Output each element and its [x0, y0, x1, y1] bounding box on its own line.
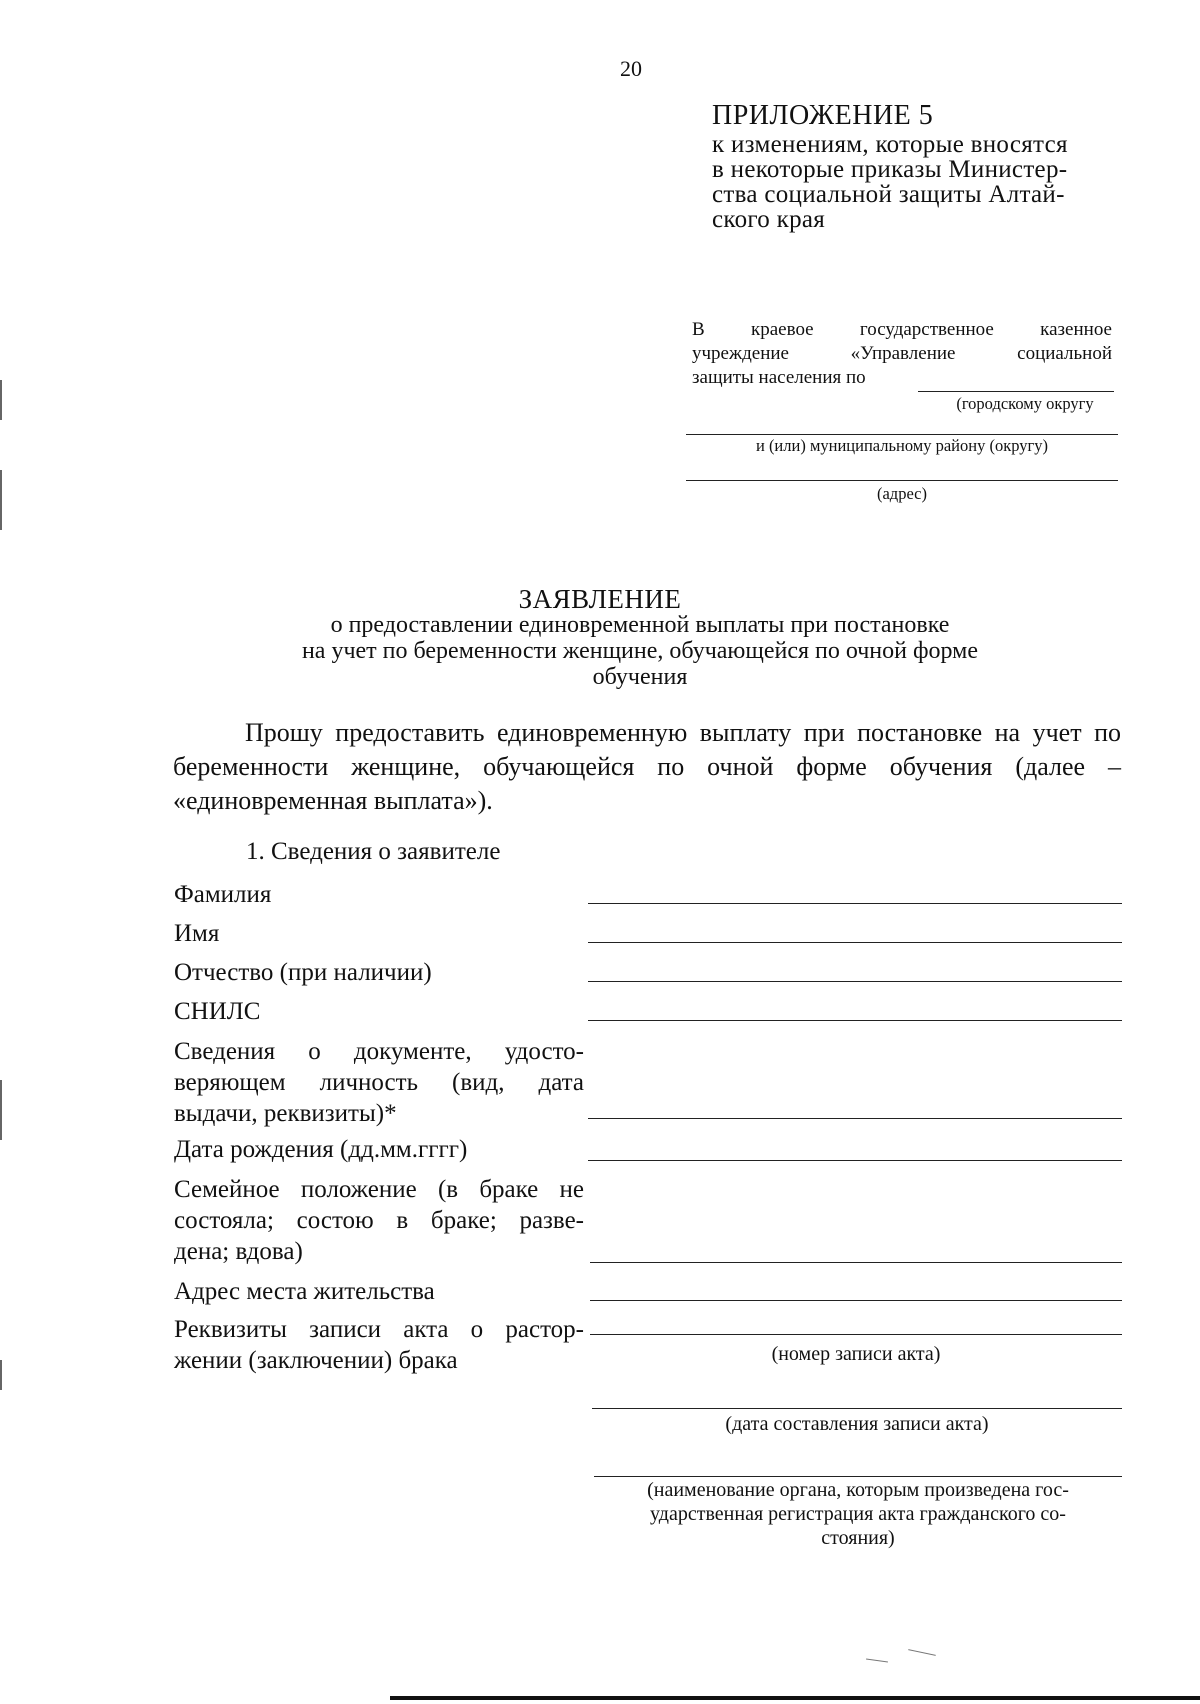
addressee-line: В краевое государственное казенное [692, 319, 1112, 340]
caption-line: стояния) [821, 1527, 895, 1549]
intro-paragraph [173, 716, 1121, 818]
label-line: Сведения о документе, удосто- [174, 1038, 584, 1065]
registry-body-field[interactable] [594, 1476, 1122, 1477]
page-number: 20 [620, 56, 642, 81]
section-heading: 1. Сведения о заявителе [246, 838, 501, 865]
name-field[interactable] [588, 942, 1122, 943]
act-number-field[interactable] [590, 1334, 1122, 1335]
caption-city: (городскому округу [956, 394, 1094, 413]
appendix-line: к изменениям, которые вносятся [712, 131, 1068, 158]
addressee-block [692, 318, 1112, 390]
snils-field[interactable] [588, 1020, 1122, 1021]
addressee-city-field[interactable] [918, 391, 1114, 392]
label-snils: СНИЛС [174, 998, 261, 1025]
appendix-block [712, 100, 1132, 232]
caption-act-date: (дата составления записи акта) [725, 1413, 989, 1435]
subtitle-line: о предоставлении единовременной выплаты при постановке [330, 612, 950, 638]
appendix-line: ского края [712, 206, 826, 233]
subtitle-line: обучения [592, 664, 688, 690]
appendix-title: ПРИЛОЖЕНИЕ 5 [712, 100, 934, 131]
address-field[interactable] [590, 1300, 1122, 1301]
label-id-document [174, 1036, 584, 1129]
addressee-district-field[interactable] [686, 434, 1118, 435]
addressee-line: защиты населения по [692, 367, 866, 388]
caption-district: и (или) муниципальному району (округу) [755, 436, 1049, 455]
appendix-line: ства социальной защиты Алтай- [712, 181, 1065, 208]
label-name: Имя [174, 920, 220, 947]
marital-status-field[interactable] [590, 1262, 1122, 1263]
label-marital-status [174, 1174, 584, 1267]
act-date-field[interactable] [592, 1408, 1122, 1409]
caption-line: (наименование органа, которым произведена гос- [647, 1479, 1069, 1501]
label-line: дена; вдова) [174, 1238, 303, 1265]
label-birth-date: Дата рождения (дд.мм.гггг) [174, 1136, 468, 1163]
label-surname: Фамилия [174, 881, 272, 908]
label-patronymic: Отчество (при наличии) [174, 959, 432, 986]
label-line: состояла; состою в браке; разве- [174, 1207, 584, 1234]
caption-act-number: (номер записи акта) [771, 1343, 941, 1365]
document-subtitle [200, 612, 1080, 690]
label-address: Адрес места жительства [174, 1278, 435, 1305]
birth-date-field[interactable] [588, 1160, 1122, 1161]
scan-edge-mark [0, 1360, 2, 1390]
addressee-line: учреждение «Управление социальной [692, 343, 1112, 364]
scan-edge-mark [0, 1080, 2, 1140]
surname-field[interactable] [588, 903, 1122, 904]
caption-address: (адрес) [876, 484, 927, 503]
addressee-address-field[interactable] [686, 480, 1118, 481]
label-line: Семейное положение (в браке не [174, 1176, 584, 1203]
caption-line: ударственная регистрация акта гражданского со- [650, 1503, 1066, 1525]
label-line: Реквизиты записи акта о растор- [174, 1316, 584, 1343]
bottom-rule [390, 1696, 1200, 1700]
scan-edge-mark [0, 470, 2, 530]
label-marriage-act [174, 1314, 584, 1376]
label-line: веряющем личность (вид, дата [174, 1069, 584, 1096]
id-document-field[interactable] [588, 1118, 1122, 1119]
scan-mark [866, 1658, 888, 1662]
caption-registry-body [594, 1478, 1122, 1550]
label-line: жении (заключении) брака [174, 1347, 458, 1374]
appendix-text [712, 132, 1132, 232]
label-line: выдачи, реквизиты)* [174, 1100, 397, 1127]
patronymic-field[interactable] [588, 981, 1122, 982]
intro-text: Прошу предоставить единовременную выплату при постановке на учет по беременности женщине, обучающейся по очной форме обучения (далее – «единовременная выплата»). [173, 718, 1121, 815]
document-title: ЗАЯВЛЕНИЕ [518, 584, 682, 614]
appendix-line: в некоторые приказы Министер- [712, 156, 1068, 183]
scan-mark [908, 1649, 936, 1656]
scan-edge-mark [0, 380, 2, 420]
subtitle-line: на учет по беременности женщине, обучающейся по очной форме [301, 638, 979, 664]
